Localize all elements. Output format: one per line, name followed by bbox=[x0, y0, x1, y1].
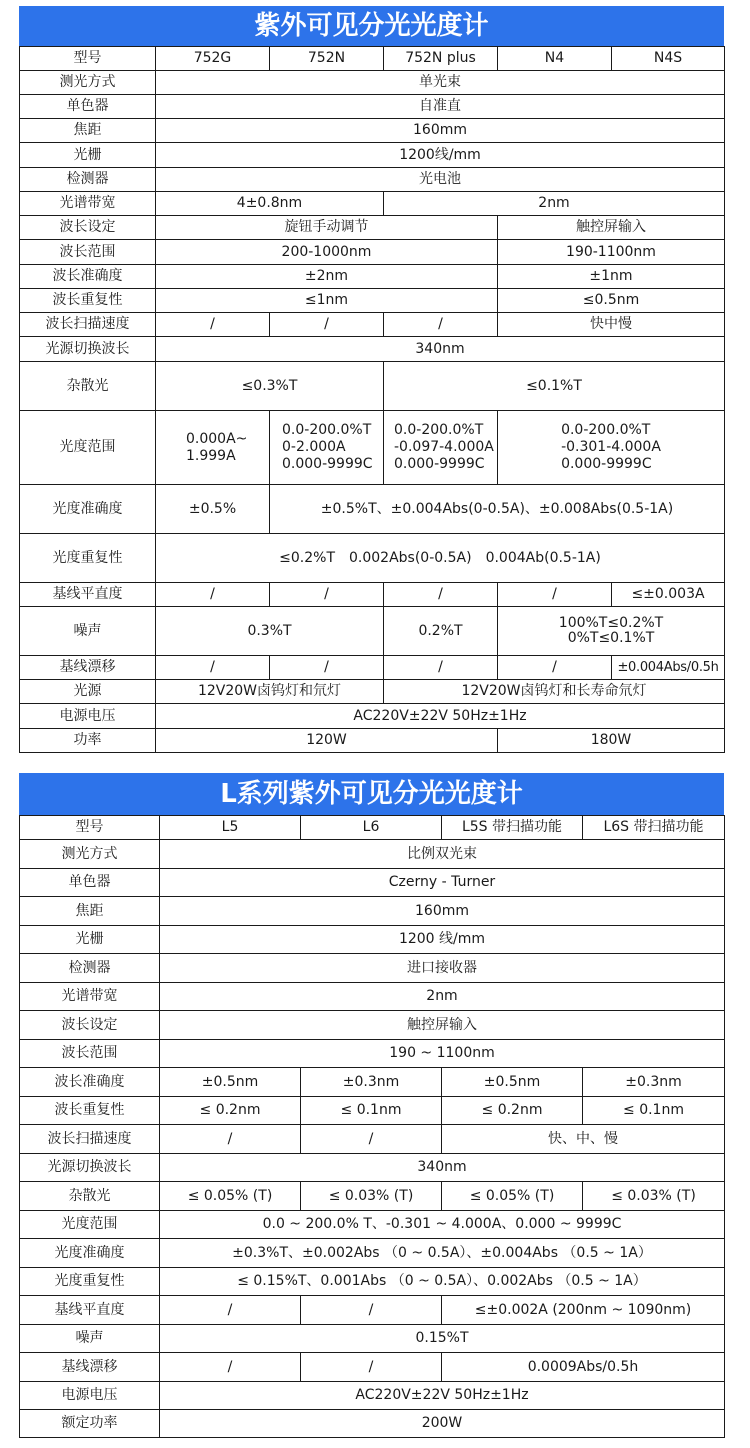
table-row bbox=[20, 983, 725, 1011]
cell-value: AC220V±22V 50Hz±1Hz bbox=[160, 1382, 725, 1410]
spec-table-752-series bbox=[19, 46, 725, 753]
row-label: 波长设定 bbox=[20, 1011, 160, 1040]
cell-value: / bbox=[384, 656, 498, 680]
table-row bbox=[20, 954, 725, 983]
row-label: 单色器 bbox=[20, 95, 156, 119]
spec-table-l-series bbox=[19, 815, 725, 1438]
cell-value: ≤ 0.05% (T) bbox=[442, 1182, 583, 1211]
model-n4s: N4S bbox=[612, 47, 725, 71]
cell-value: 0.15%T bbox=[160, 1325, 725, 1353]
cell-value: / bbox=[301, 1125, 442, 1154]
value-line: -0.097-4.000A bbox=[394, 439, 494, 455]
row-label: 检测器 bbox=[20, 168, 156, 192]
row-label: 测光方式 bbox=[20, 840, 160, 869]
cell-value: ≤ 0.1nm bbox=[583, 1097, 725, 1125]
value-line: -0.301-4.000A bbox=[561, 439, 661, 455]
cell-value: ≤0.3%T bbox=[156, 362, 384, 411]
cell-value bbox=[498, 411, 725, 485]
cell-value: 1200 线/mm bbox=[160, 926, 725, 954]
table-row bbox=[20, 289, 725, 313]
table-row bbox=[20, 216, 725, 240]
table-row bbox=[20, 168, 725, 192]
cell-value: ≤±0.002A (200nm ~ 1090nm) bbox=[442, 1296, 725, 1325]
row-label: 光度准确度 bbox=[20, 1239, 160, 1268]
table-row bbox=[20, 583, 725, 607]
row-label: 型号 bbox=[20, 816, 160, 840]
row-label: 光源切换波长 bbox=[20, 1154, 160, 1182]
cell-value: ≤ 0.15%T、0.001Abs （0 ~ 0.5A）、0.002Abs （0.5 ~ 1A） bbox=[160, 1268, 725, 1296]
cell-value: ≤ 0.05% (T) bbox=[160, 1182, 301, 1211]
table-row bbox=[20, 337, 725, 362]
table-row bbox=[20, 240, 725, 265]
row-label: 杂散光 bbox=[20, 362, 156, 411]
cell-value: 12V20W卤钨灯和长寿命氘灯 bbox=[384, 680, 725, 704]
cell-value: ±2nm bbox=[156, 265, 498, 289]
cell-value: 2nm bbox=[384, 192, 725, 216]
cell-value: / bbox=[160, 1125, 301, 1154]
model-752n: 752N bbox=[270, 47, 384, 71]
row-label: 光度重复性 bbox=[20, 534, 156, 583]
row-label: 光源 bbox=[20, 680, 156, 704]
cell-value: ≤ 0.03% (T) bbox=[301, 1182, 442, 1211]
cell-value: ≤0.1%T bbox=[384, 362, 725, 411]
table-row bbox=[20, 1011, 725, 1040]
value-line: 0-2.000A bbox=[282, 439, 346, 455]
cell-value: / bbox=[270, 656, 384, 680]
cell-value: 单光束 bbox=[156, 71, 725, 95]
row-label: 基线平直度 bbox=[20, 583, 156, 607]
cell-value: / bbox=[270, 583, 384, 607]
model-n4: N4 bbox=[498, 47, 612, 71]
cell-value: / bbox=[160, 1296, 301, 1325]
table-row bbox=[20, 816, 725, 840]
value-line: 0.000-9999C bbox=[394, 456, 485, 472]
row-label: 基线漂移 bbox=[20, 656, 156, 680]
table-row bbox=[20, 192, 725, 216]
table-row bbox=[20, 313, 725, 337]
row-label: 电源电压 bbox=[20, 1382, 160, 1410]
cell-value: 触控屏输入 bbox=[498, 216, 725, 240]
row-label: 波长重复性 bbox=[20, 1097, 160, 1125]
row-label: 焦距 bbox=[20, 897, 160, 926]
cell-value: / bbox=[498, 583, 612, 607]
table-row bbox=[20, 1268, 725, 1296]
cell-value: ≤1nm bbox=[156, 289, 498, 313]
model-l5: L5 bbox=[160, 816, 301, 840]
row-label: 电源电压 bbox=[20, 704, 156, 729]
row-label: 光栅 bbox=[20, 143, 156, 168]
cell-value: 200-1000nm bbox=[156, 240, 498, 265]
cell-value bbox=[270, 411, 384, 485]
cell-value: ±0.5%T、±0.004Abs(0-0.5A)、±0.008Abs(0.5-1A) bbox=[270, 485, 725, 534]
cell-value: 340nm bbox=[156, 337, 725, 362]
cell-value: 自准直 bbox=[156, 95, 725, 119]
table-row bbox=[20, 71, 725, 95]
table-row bbox=[20, 485, 725, 534]
cell-value: 0.3%T bbox=[156, 607, 384, 656]
table2-title: L系列紫外可见分光光度计 bbox=[19, 773, 724, 815]
cell-value: / bbox=[156, 656, 270, 680]
table-row bbox=[20, 840, 725, 869]
row-label: 杂散光 bbox=[20, 1182, 160, 1211]
row-label: 焦距 bbox=[20, 119, 156, 143]
table-row bbox=[20, 1211, 725, 1239]
row-label: 光谱带宽 bbox=[20, 983, 160, 1011]
table-row bbox=[20, 1125, 725, 1154]
value-line: 0.0-200.0%T bbox=[394, 422, 484, 438]
table-row bbox=[20, 362, 725, 411]
cell-value: 190 ~ 1100nm bbox=[160, 1040, 725, 1068]
cell-value: / bbox=[384, 313, 498, 337]
table-row bbox=[20, 926, 725, 954]
cell-value: 1200线/mm bbox=[156, 143, 725, 168]
value-line: 0.000A~ bbox=[186, 430, 248, 447]
table-row bbox=[20, 869, 725, 897]
cell-value: / bbox=[160, 1353, 301, 1382]
cell-value: 340nm bbox=[160, 1154, 725, 1182]
table-row bbox=[20, 265, 725, 289]
cell-value: / bbox=[156, 313, 270, 337]
row-label: 型号 bbox=[20, 47, 156, 71]
row-label: 额定功率 bbox=[20, 1410, 160, 1438]
cell-value: 0.0 ~ 200.0% T、-0.301 ~ 4.000A、0.000 ~ 9999C bbox=[160, 1211, 725, 1239]
model-l5s: L5S 带扫描功能 bbox=[442, 816, 583, 840]
cell-value: / bbox=[301, 1353, 442, 1382]
row-label: 光源切换波长 bbox=[20, 337, 156, 362]
table-row bbox=[20, 1182, 725, 1211]
cell-value: 12V20W卤钨灯和氘灯 bbox=[156, 680, 384, 704]
cell-value: ≤ 0.2nm bbox=[442, 1097, 583, 1125]
cell-value: 180W bbox=[498, 729, 725, 753]
table-row bbox=[20, 1239, 725, 1268]
cell-value bbox=[498, 607, 725, 656]
row-label: 波长范围 bbox=[20, 1040, 160, 1068]
row-label: 基线平直度 bbox=[20, 1296, 160, 1325]
row-label: 光栅 bbox=[20, 926, 160, 954]
table-row bbox=[20, 1410, 725, 1438]
value-line: 0.000-9999C bbox=[561, 456, 652, 472]
value-line: 100%T≤0.2%T bbox=[558, 615, 664, 631]
cell-value: ≤±0.003A bbox=[612, 583, 725, 607]
cell-value: 旋钮手动调节 bbox=[156, 216, 498, 240]
row-label: 波长重复性 bbox=[20, 289, 156, 313]
cell-value: 触控屏输入 bbox=[160, 1011, 725, 1040]
cell-value: ≤ 0.2nm bbox=[160, 1097, 301, 1125]
cell-value: ±0.004Abs/0.5h bbox=[612, 656, 725, 680]
table-row bbox=[20, 1353, 725, 1382]
row-label: 波长扫描速度 bbox=[20, 1125, 160, 1154]
table-row bbox=[20, 1040, 725, 1068]
table-row bbox=[20, 1154, 725, 1182]
table-row bbox=[20, 95, 725, 119]
table-row bbox=[20, 411, 725, 485]
table-row bbox=[20, 897, 725, 926]
cell-value: 120W bbox=[156, 729, 498, 753]
cell-value: ≤0.5nm bbox=[498, 289, 725, 313]
cell-value: ±0.3%T、±0.002Abs （0 ~ 0.5A）、±0.004Abs （0.5 ~ 1A） bbox=[160, 1239, 725, 1268]
value-line: 0%T≤0.1%T bbox=[567, 630, 655, 646]
cell-value: 160mm bbox=[160, 897, 725, 926]
row-label: 光度范围 bbox=[20, 411, 156, 485]
cell-value: ≤ 0.1nm bbox=[301, 1097, 442, 1125]
row-label: 光度准确度 bbox=[20, 485, 156, 534]
table-row bbox=[20, 119, 725, 143]
cell-value bbox=[156, 411, 270, 485]
table-row bbox=[20, 1382, 725, 1410]
row-label: 噪声 bbox=[20, 1325, 160, 1353]
cell-value: 比例双光束 bbox=[160, 840, 725, 869]
row-label: 基线漂移 bbox=[20, 1353, 160, 1382]
cell-value: 4±0.8nm bbox=[156, 192, 384, 216]
value-line: 0.0-200.0%T bbox=[282, 422, 372, 438]
row-label: 波长扫描速度 bbox=[20, 313, 156, 337]
table1-title: 紫外可见分光光度计 bbox=[19, 6, 724, 46]
cell-value: 光电池 bbox=[156, 168, 725, 192]
cell-value: 进口接收器 bbox=[160, 954, 725, 983]
cell-value: 快中慢 bbox=[498, 313, 725, 337]
cell-value bbox=[384, 411, 498, 485]
table-row bbox=[20, 1097, 725, 1125]
row-label: 波长准确度 bbox=[20, 265, 156, 289]
cell-value: Czerny - Turner bbox=[160, 869, 725, 897]
table-row bbox=[20, 143, 725, 168]
cell-value: 0.2%T bbox=[384, 607, 498, 656]
row-label: 噪声 bbox=[20, 607, 156, 656]
row-label: 功率 bbox=[20, 729, 156, 753]
cell-value: ±0.5nm bbox=[160, 1068, 301, 1097]
table-row bbox=[20, 1068, 725, 1097]
cell-value: / bbox=[498, 656, 612, 680]
cell-value: ≤ 0.03% (T) bbox=[583, 1182, 725, 1211]
cell-value: / bbox=[384, 583, 498, 607]
cell-value: 160mm bbox=[156, 119, 725, 143]
row-label: 检测器 bbox=[20, 954, 160, 983]
cell-value: AC220V±22V 50Hz±1Hz bbox=[156, 704, 725, 729]
table-row bbox=[20, 47, 725, 71]
cell-value: 快、中、慢 bbox=[442, 1125, 725, 1154]
cell-value: / bbox=[301, 1296, 442, 1325]
cell-value: ±0.3nm bbox=[301, 1068, 442, 1097]
table-row bbox=[20, 607, 725, 656]
cell-value: 2nm bbox=[160, 983, 725, 1011]
model-l6: L6 bbox=[301, 816, 442, 840]
row-label: 单色器 bbox=[20, 869, 160, 897]
row-label: 波长范围 bbox=[20, 240, 156, 265]
table-row bbox=[20, 534, 725, 583]
cell-value: / bbox=[270, 313, 384, 337]
table-row bbox=[20, 680, 725, 704]
value-line: 0.000-9999C bbox=[282, 456, 373, 472]
cell-value: ±0.5nm bbox=[442, 1068, 583, 1097]
cell-value: ±0.3nm bbox=[583, 1068, 725, 1097]
table-row bbox=[20, 704, 725, 729]
model-l6s: L6S 带扫描功能 bbox=[583, 816, 725, 840]
table-row bbox=[20, 1325, 725, 1353]
cell-value: ±0.5% bbox=[156, 485, 270, 534]
table-row bbox=[20, 729, 725, 753]
model-752n-plus: 752N plus bbox=[384, 47, 498, 71]
cell-value: 0.0009Abs/0.5h bbox=[442, 1353, 725, 1382]
model-752g: 752G bbox=[156, 47, 270, 71]
cell-value: ±1nm bbox=[498, 265, 725, 289]
cell-value: 200W bbox=[160, 1410, 725, 1438]
row-label: 光度重复性 bbox=[20, 1268, 160, 1296]
cell-value: ≤0.2%T 0.002Abs(0-0.5A) 0.004Ab(0.5-1A) bbox=[156, 534, 725, 583]
row-label: 波长准确度 bbox=[20, 1068, 160, 1097]
table-row bbox=[20, 656, 725, 680]
cell-value: / bbox=[156, 583, 270, 607]
row-label: 光度范围 bbox=[20, 1211, 160, 1239]
table-row bbox=[20, 1296, 725, 1325]
row-label: 光谱带宽 bbox=[20, 192, 156, 216]
cell-value: 190-1100nm bbox=[498, 240, 725, 265]
value-line: 1.999A bbox=[186, 447, 236, 464]
row-label: 波长设定 bbox=[20, 216, 156, 240]
value-line: 0.0-200.0%T bbox=[561, 422, 651, 438]
row-label: 测光方式 bbox=[20, 71, 156, 95]
